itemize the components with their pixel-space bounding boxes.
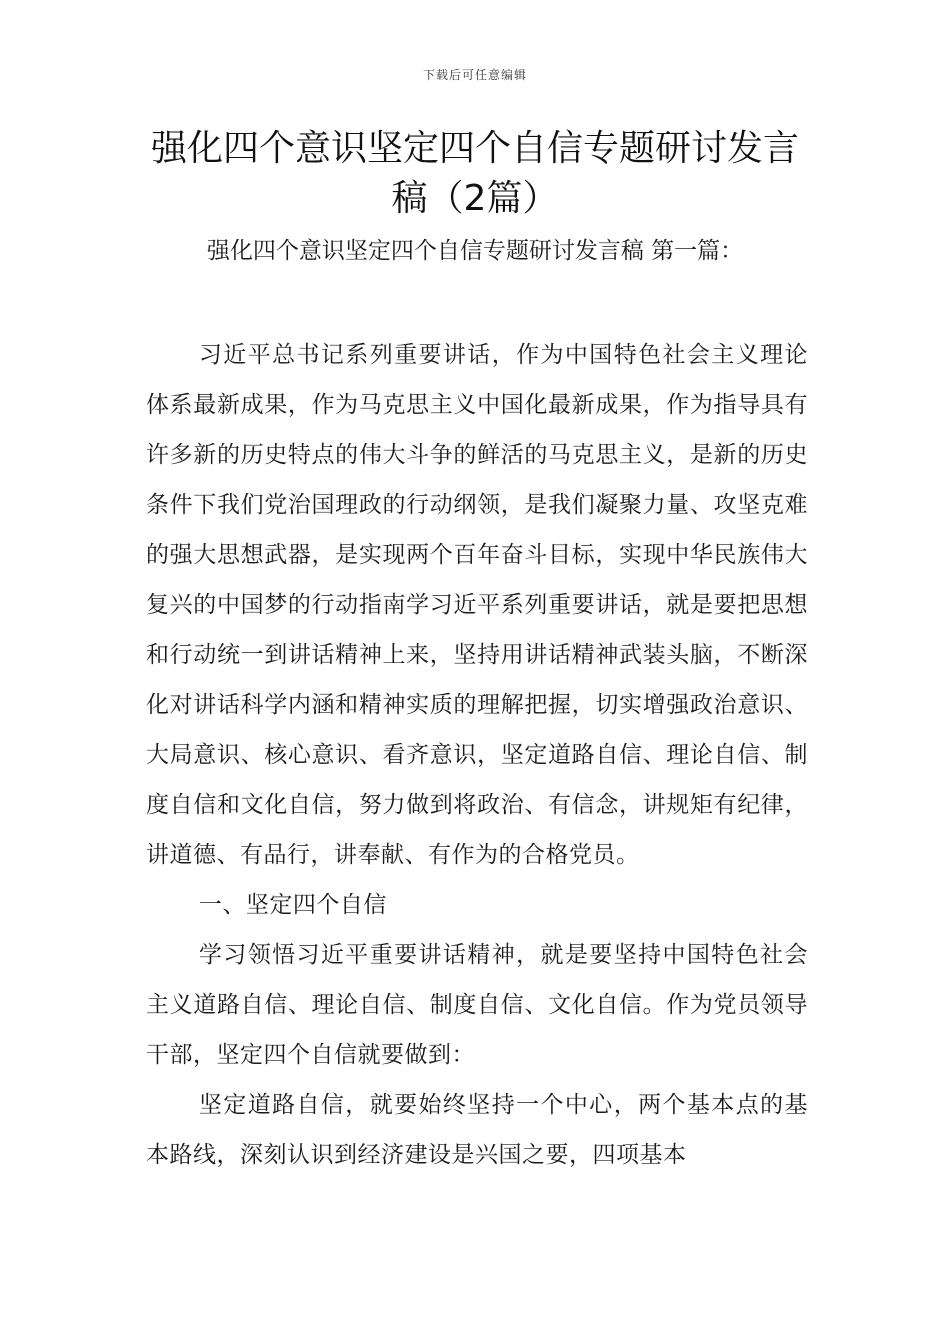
- document-subtitle: 强化四个意识坚定四个自信专题研讨发言稿 第一篇：: [206, 238, 744, 264]
- header-note: 下载后可任意编辑: [422, 68, 527, 82]
- document-body: [146, 330, 808, 1180]
- paragraph-path-confidence: 坚定道路自信，就要始终坚持一个中心，两个基本点的基本路线，深刻认识到经济建设是兴国之要，四项基本: [146, 1092, 808, 1168]
- document-title: 强化四个意识坚定四个自信专题研讨发言稿（2篇）: [150, 128, 799, 219]
- paragraph-intro: 习近平总书记系列重要讲话，作为中国特色社会主义理论体系最新成果，作为马克思主义中国化最新成果，作为指导具有许多新的历史特点的伟大斗争的鲜活的马克思主义，是新的历史条件下我们党治国理政的行动纲领，是我们凝聚力量、攻坚克难的强大思想武器，是实现两个百年奋斗目标，实现中华民族伟大复兴的中国梦的行动指南学习近平系列重要讲话，就是要把思想和行动统一到讲话精神上来，坚持用讲话精神武装头脑，不断深化对讲话科学内涵和精神实质的理解把握，切实增强政治意识、大局意识、核心意识、看齐意识，坚定道路自信、理论自信、制度自信和文化自信，努力做到将政治、有信念，讲规矩有纪律，讲道德、有品行，讲奉献、有作为的合格党员。: [146, 342, 808, 868]
- paragraph-four-confidences: 学习领悟习近平重要讲话精神，就是要坚持中国特色社会主义道路自信、理论自信、制度自信、文化自信。作为党员领导干部，坚定四个自信就要做到：: [146, 942, 808, 1068]
- section-heading: 一、坚定四个自信: [198, 892, 387, 918]
